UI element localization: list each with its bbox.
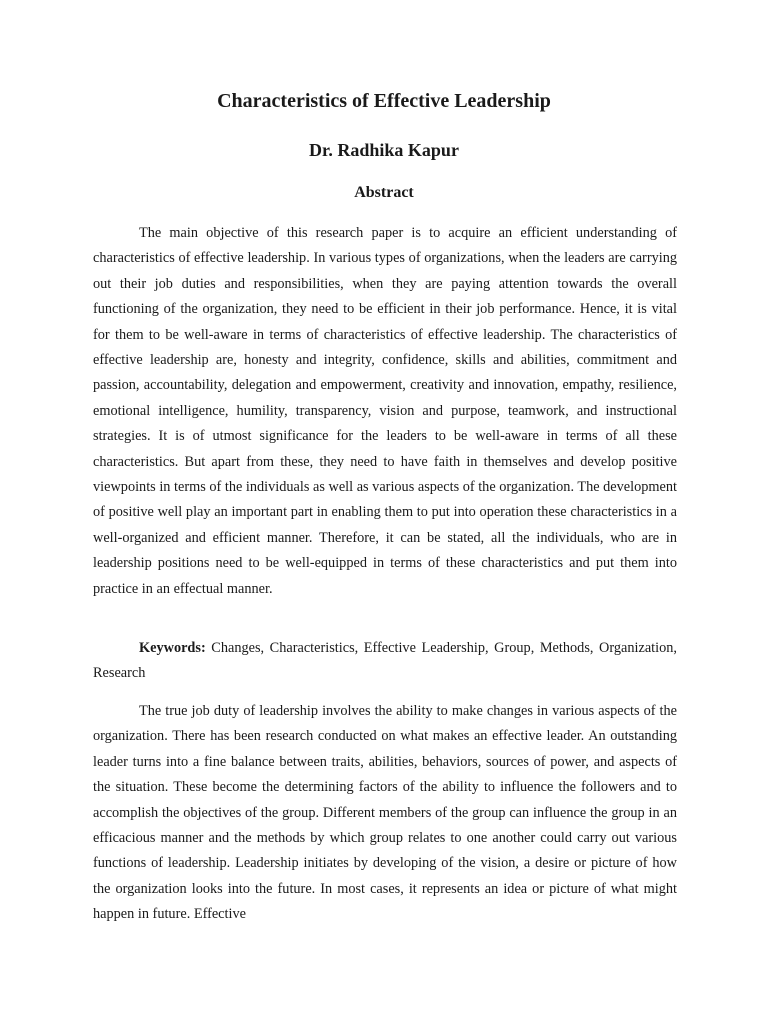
author-name: Dr. Radhika Kapur (309, 140, 459, 160)
body-paragraph: The true job duty of leadership involves the ability to make changes in various aspects of the organization. There has been research conducted on what makes an effective leader. An outstanding leader turns into a fine balance between traits, abilities, behaviors, sources of power, and aspects of the situation. These become the determining factors of the ability to influence the followers and to accomplish the objectives of the group. Different members of the group can influence the group in an efficacious manner and the methods by which group relates to one another could carry out various functions of leadership. Leadership initiates by developing of the vision, a desire or picture of how the organization looks into the future. In most cases, it represents an idea or picture of what might happen in future. Effective (93, 703, 677, 923)
keywords-label: Keywords: (139, 640, 206, 656)
abstract-heading: Abstract (354, 184, 414, 201)
abstract-paragraph: The main objective of this research paper is to acquire an efficient understanding of characteristics of effective leadership. In various types of organizations, when the leaders are carrying out their job duties and responsibilities, when they are paying attention towards the overall functioning of the organization, they need to be efficient in their job performance. Hence, it is vital for them to be well-aware in terms of characteristics of effective leadership. The characteristics of effective leadership are, honesty and integrity, confidence, skills and abilities, commitment and passion, accountability, delegation and empowerment, creativity and innovation, empathy, resilience, emotional intelligence, humility, transparency, vision and purpose, teamwork, and instructional strategies. It is of utmost significance for the leaders to be well-aware in terms of all these characteristics. But apart from these, they need to have faith in themselves and develop positive viewpoints in terms of the individuals as well as various aspects of the organization. The development of positive well play an important part in enabling them to put into operation these characteristics in a well-organized and efficient manner. Therefore, it can be stated, all the individuals, who are in leadership positions need to be well-equipped in terms of these characteristics and put them into practice in an effectual manner. (93, 225, 677, 597)
keywords-line (93, 636, 677, 687)
keywords-list: Changes, Characteristics, Effective Leadership, Group, Methods, Organization, Research (93, 640, 677, 682)
paper-title: Characteristics of Effective Leadership (217, 90, 551, 112)
